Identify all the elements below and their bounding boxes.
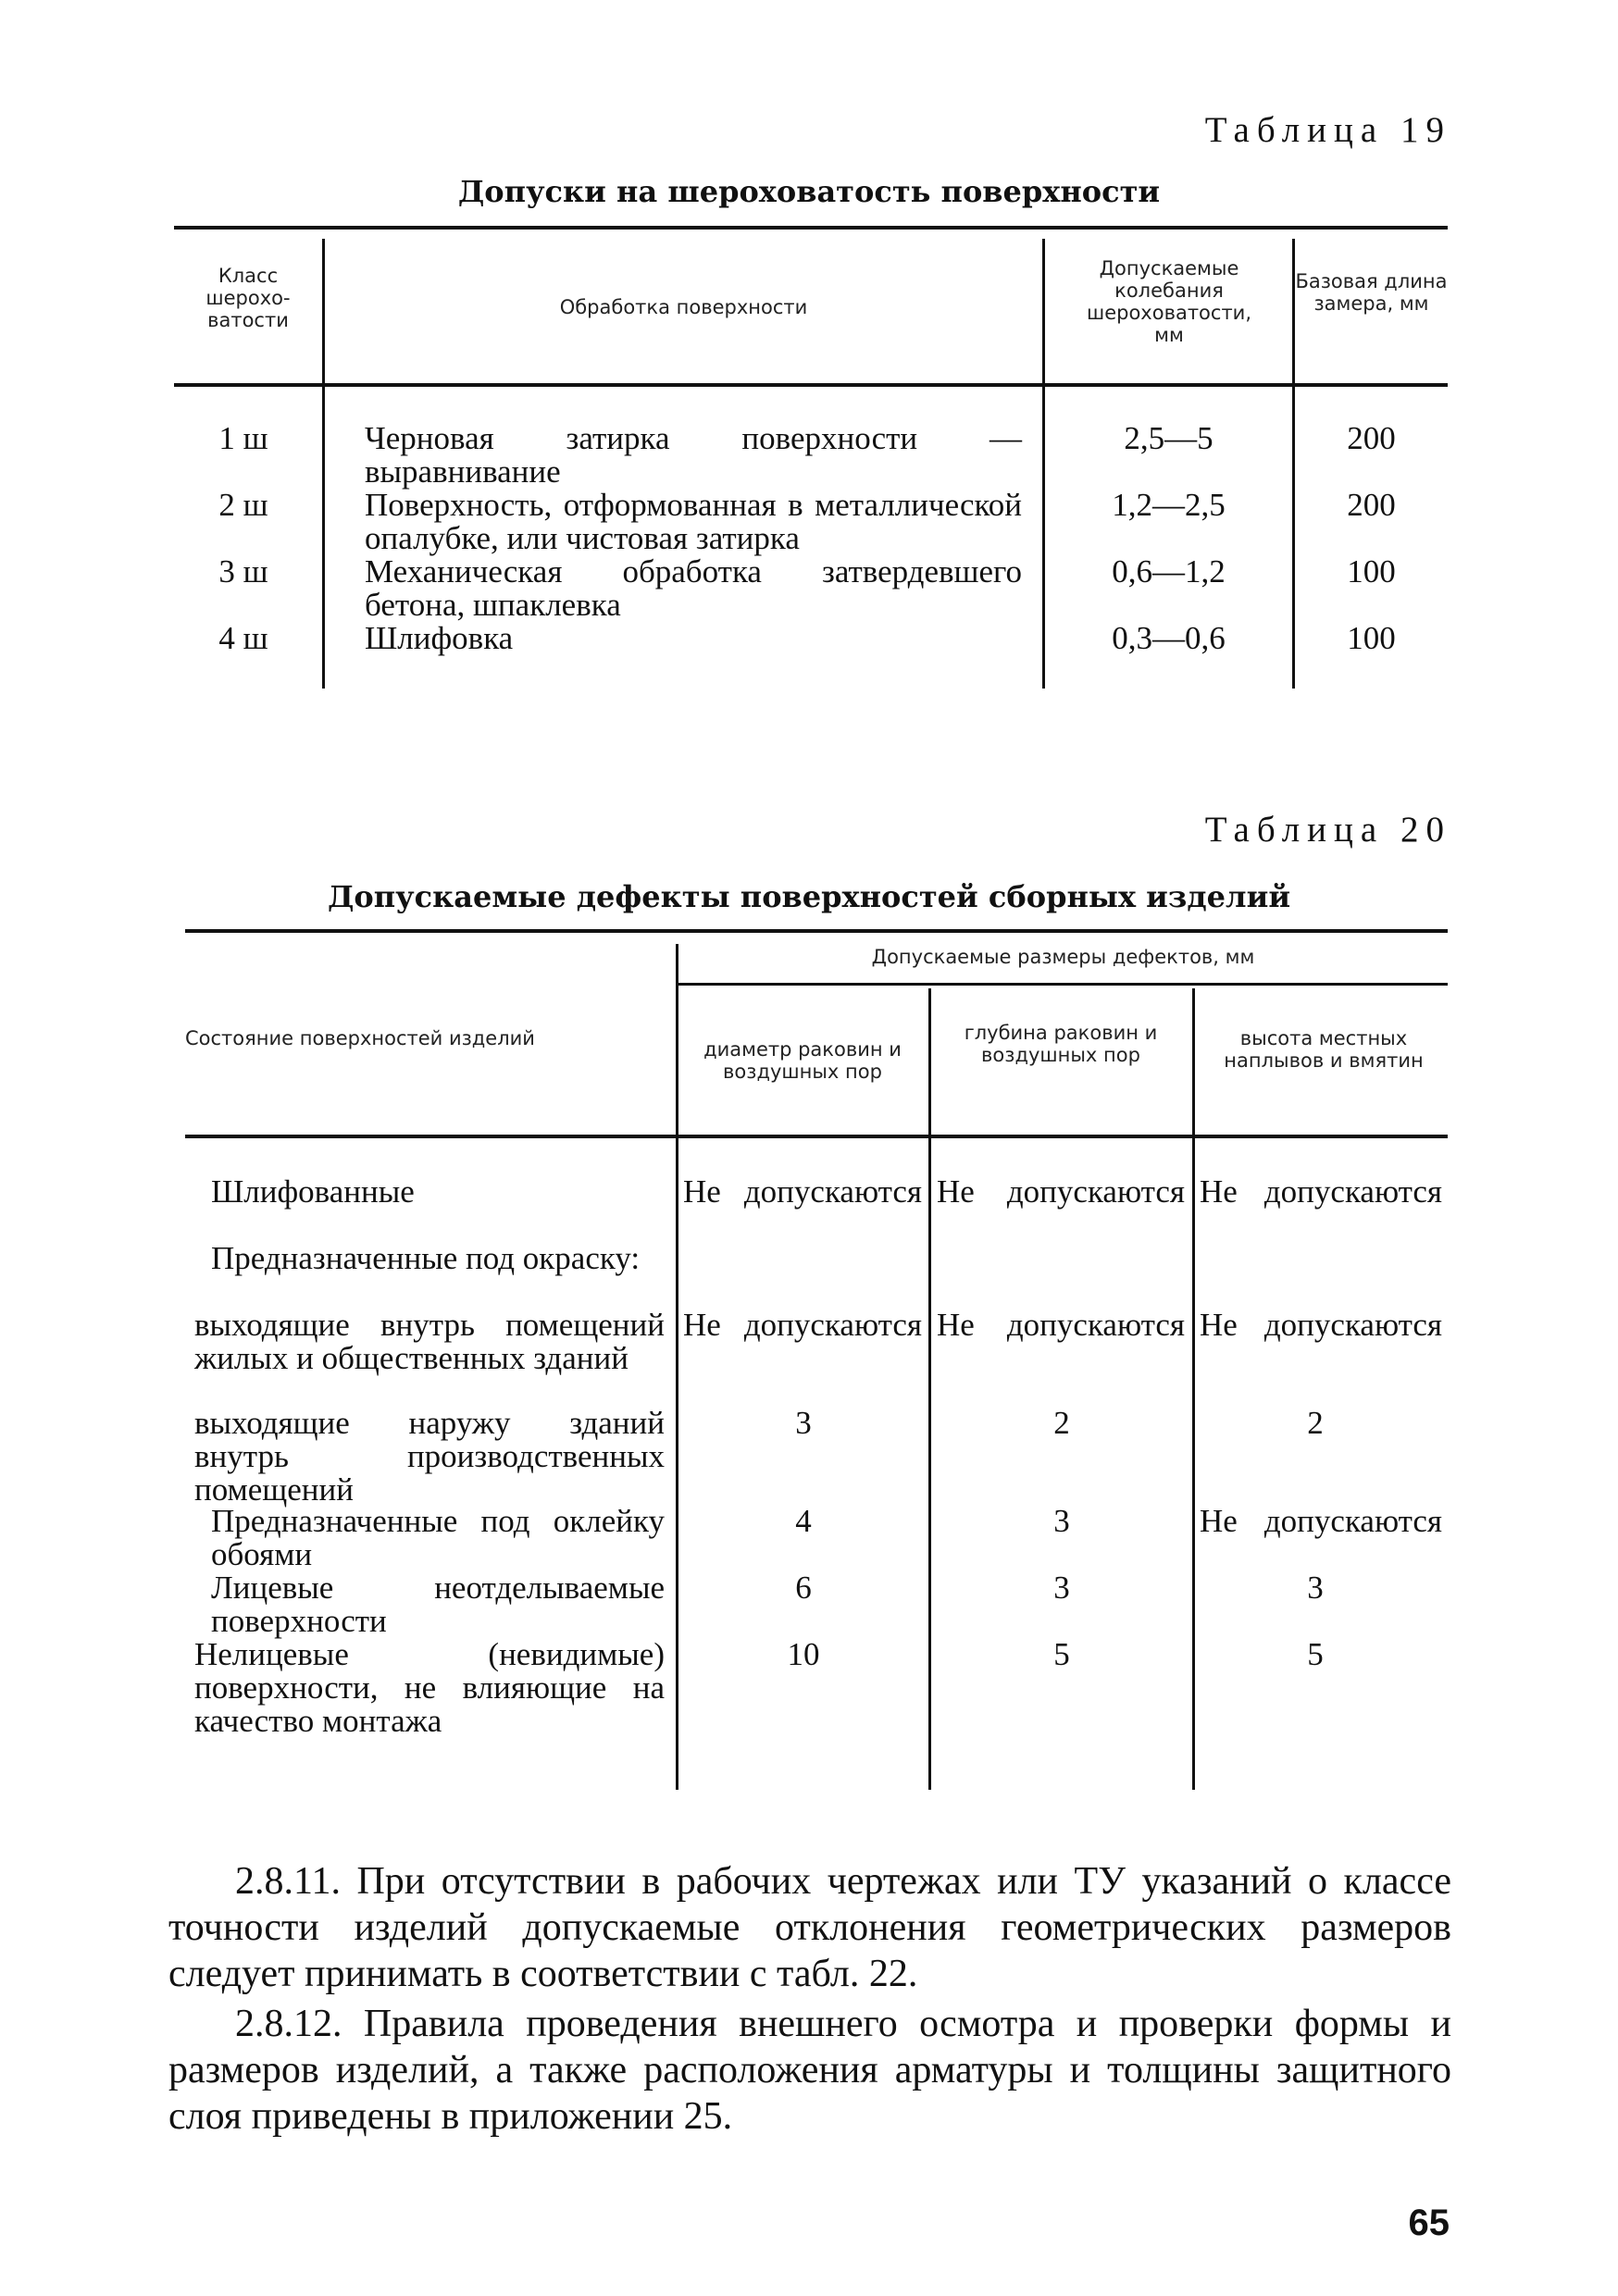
table-20-cell-pore-depth: 5	[1053, 1636, 1070, 1672]
table-20-cell-pore-depth: Не допускаются	[937, 1307, 1185, 1343]
table-19-cell-tolerance: 0,6—1,2	[1112, 553, 1226, 590]
table-19-cell-processing: Механическая обработка затвердевшего бетона, шпаклевка	[365, 553, 1022, 623]
table-20-header-pore-depth: глубина раковин и воздушных пор	[964, 1022, 1158, 1066]
table-19-cell-class: 4 ш	[218, 620, 268, 656]
table-19	[174, 226, 1448, 689]
table-19-cell-base-length: 100	[1347, 620, 1396, 656]
page-number: 65	[1408, 2203, 1450, 2243]
table-20-cell-pore-diameter: 10	[787, 1636, 820, 1672]
table-20-cell-bump-height: 3	[1307, 1570, 1324, 1606]
table-20-cell-surface-state: Лицевые неотделываемые поверхности	[211, 1570, 665, 1639]
table-20-title: Допускаемые дефекты поверхностей сборных изделий	[327, 879, 1291, 914]
table-20-cell-pore-depth: 3	[1053, 1570, 1070, 1606]
table-20-cell-bump-height: Не допускаются	[1200, 1173, 1442, 1210]
paragraph-2-8-11: 2.8.11. При отсутствии в рабочих чертежах или ТУ указаний о классе точности изделий допускаемые отклонения геометрических размеров следует принимать в соответствии с табл. 22.	[168, 1860, 1451, 1995]
table-19-cell-tolerance: 1,2—2,5	[1112, 487, 1226, 523]
table-20-cell-surface-state: Нелицевые (невидимые) поверхности, не влияющие на качество монтажа	[194, 1636, 665, 1739]
table-20-top-rule	[185, 929, 1448, 933]
table-19-cell-class: 3 ш	[218, 553, 268, 590]
table-20-cell-pore-depth: 3	[1053, 1503, 1070, 1539]
table-19-header-tolerance: Допускаемые колебания шероховатости, мм	[1086, 257, 1252, 346]
table-20-cell-surface-state: выходящие внутрь помещений жилых и общественных зданий	[194, 1307, 665, 1376]
table-20-cell-pore-diameter: 4	[795, 1503, 812, 1539]
table-19-header-base-length: Базовая длина замера, мм	[1295, 270, 1448, 315]
table-19-cell-base-length: 100	[1347, 553, 1396, 590]
table-20	[185, 929, 1448, 1790]
table-19-header-processing: Обработка поверхности	[559, 296, 808, 318]
table-20-cell-bump-height: Не допускаются	[1200, 1307, 1442, 1343]
table-20-header-surface-state: Состояние поверхностей изделий	[185, 1027, 535, 1049]
table-20-cell-bump-height: 5	[1307, 1636, 1324, 1672]
table-20-group-rule	[678, 983, 1448, 986]
table-19-cell-tolerance: 0,3—0,6	[1112, 620, 1226, 656]
table-20-cell-pore-diameter: 3	[795, 1405, 812, 1441]
table-20-cell-pore-diameter: Не допускаются	[683, 1173, 922, 1210]
table-20-cell-pore-depth: Не допускаются	[937, 1173, 1185, 1210]
table-20-cell-surface-state: Предназначенные под окраску:	[211, 1240, 641, 1276]
paragraph-2-8-12: 2.8.12. Правила проведения внешнего осмотра и проверки формы и размеров изделий, а также расположения арматуры и толщины защитного слоя приведены в приложении 25.	[168, 2003, 1451, 2138]
table-19-caption: Таблица 19	[1204, 110, 1451, 150]
table-20-header-rule	[185, 1135, 1448, 1138]
table-20-cell-bump-height: 2	[1307, 1405, 1324, 1441]
table-20-cell-surface-state: выходящие наружу зданий внутрь производственных помещений	[194, 1405, 665, 1508]
table-19-header-rule	[174, 383, 1448, 387]
table-20-cell-pore-diameter: Не допускаются	[683, 1307, 922, 1343]
table-20-cell-bump-height: Не допускаются	[1200, 1503, 1442, 1539]
table-20-cell-pore-depth: 2	[1053, 1405, 1070, 1441]
table-20-cell-surface-state: Шлифованные	[211, 1173, 415, 1210]
table-20-header-bump-height: высота местных наплывов и вмятин	[1224, 1027, 1424, 1072]
table-20-cell-pore-diameter: 6	[795, 1570, 812, 1606]
table-19-cell-class: 2 ш	[218, 487, 268, 523]
table-19-cell-processing: Шлифовка	[365, 620, 514, 656]
table-19-cell-processing: Черновая затирка поверхности — выравнивание	[365, 420, 1022, 490]
table-19-cell-base-length: 200	[1347, 420, 1396, 456]
table-19-header-class: Класс шерохо-ватости	[205, 265, 291, 331]
table-19-top-rule	[174, 226, 1448, 230]
table-19-cell-base-length: 200	[1347, 487, 1396, 523]
table-19-cell-processing: Поверхность, отформованная в металлической опалубке, или чистовая затирка	[365, 487, 1022, 556]
table-19-cell-class: 1 ш	[218, 420, 268, 456]
table-20-caption: Таблица 20	[1204, 810, 1451, 850]
table-19-title: Допуски на шероховатость поверхности	[457, 174, 1161, 209]
table-20-header-pore-diameter: диаметр раковин и воздушных пор	[703, 1038, 902, 1083]
table-20-header-defect-sizes: Допускаемые размеры дефектов, мм	[871, 946, 1255, 968]
table-19-cell-tolerance: 2,5—5	[1124, 420, 1214, 456]
table-20-cell-surface-state: Предназначенные под оклейку обоями	[211, 1503, 665, 1572]
